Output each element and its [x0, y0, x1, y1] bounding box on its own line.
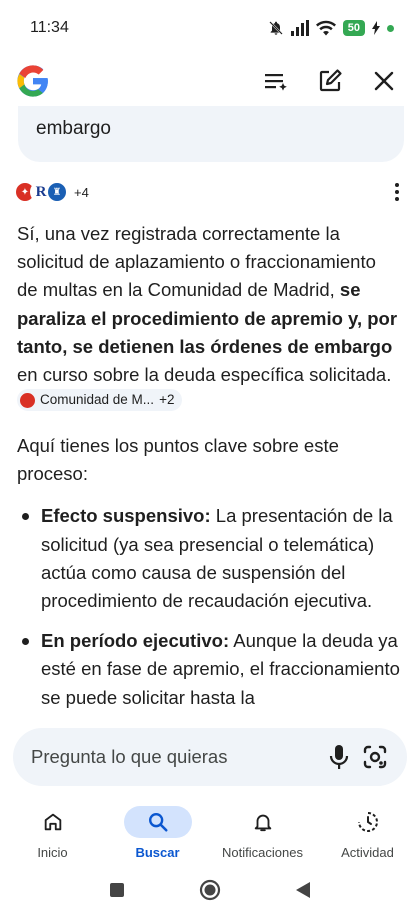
- conversation-area[interactable]: [0, 106, 420, 720]
- history-icon: [263, 68, 289, 94]
- battery-icon: 50: [343, 20, 365, 36]
- list-item: [17, 502, 401, 615]
- answer-text: en curso sobre la deuda específica solicitada.: [17, 364, 392, 386]
- close-button[interactable]: [368, 65, 400, 97]
- source-chip[interactable]: [17, 389, 182, 411]
- query-text-line2: embargo: [36, 118, 111, 139]
- nav-pill: [334, 806, 402, 838]
- edit-icon: [318, 69, 342, 93]
- google-g-logo: [16, 64, 50, 98]
- bell-off-icon: [268, 20, 284, 36]
- nav-label: Inicio: [37, 845, 68, 860]
- lens-camera-icon: [362, 744, 388, 770]
- history-button[interactable]: [260, 65, 292, 97]
- signal-icon: [291, 20, 309, 36]
- nav-pill: [229, 806, 297, 838]
- madrid-city-favicon: ♜: [46, 181, 68, 203]
- home-button-icon[interactable]: [199, 879, 221, 901]
- bullet-text: La presentación de la solicitud (ya sea presencial o telemática) actúa como causa de suspensión del procedimiento de recaudación ejecutiva.: [41, 505, 393, 611]
- recents-icon[interactable]: [109, 882, 125, 898]
- comunidad-madrid-favicon: [20, 393, 35, 408]
- back-icon[interactable]: [295, 881, 311, 899]
- status-bar: [0, 0, 420, 56]
- ai-answer: [17, 220, 401, 724]
- source-chip-more: +2: [159, 392, 175, 408]
- close-icon: [373, 70, 395, 92]
- nav-label: Notificaciones: [222, 845, 303, 860]
- list-item: [17, 627, 401, 712]
- sources-more-count: +4: [74, 184, 89, 200]
- source-chip-label: Comunidad de M...: [40, 392, 155, 408]
- status-time: 11:34: [30, 19, 69, 36]
- bullet-heading: En período ejecutivo:: [41, 630, 230, 652]
- nav-item-actividad[interactable]: [315, 800, 420, 870]
- header-actions: [260, 65, 404, 97]
- status-icons: [268, 20, 394, 36]
- search-icon: [147, 811, 169, 833]
- sources-row[interactable]: [14, 180, 406, 204]
- nav-pill-active: [124, 806, 192, 838]
- prompt-input[interactable]: [31, 746, 321, 768]
- nav-item-inicio[interactable]: [0, 800, 105, 870]
- voice-button[interactable]: [321, 739, 357, 775]
- prompt-bar: [13, 728, 407, 786]
- comunidad-madrid-favicon: ✦: [14, 181, 36, 203]
- notification-dot: [387, 25, 394, 32]
- lens-button[interactable]: [357, 739, 393, 775]
- answer-bullets: [17, 502, 401, 711]
- more-options-icon[interactable]: [388, 183, 406, 201]
- answer-bold-text: se paraliza el procedimiento de apremio y, por tanto, se detienen las órdenes de embargo: [17, 279, 398, 357]
- answer-text: Sí, una vez registrada correctamente la solicitud de aplazamiento o fraccionamiento de multas en la Comunidad de Madrid,: [17, 223, 376, 301]
- bullet-heading: Efecto suspensivo:: [41, 505, 211, 527]
- nav-label: Buscar: [135, 845, 180, 860]
- nav-item-buscar[interactable]: [105, 800, 210, 870]
- answer-paragraph-2: Aquí tienes los puntos clave sobre este proceso:: [17, 434, 339, 485]
- nav-label: Actividad: [341, 845, 394, 860]
- nav-pill: [19, 806, 87, 838]
- bullet-text: Aunque la deuda ya esté en fase de apremio, el fraccionamiento se puede solicitar hasta la: [41, 630, 400, 708]
- mic-icon: [328, 744, 350, 770]
- activity-icon: [356, 810, 380, 834]
- home-icon: [42, 811, 64, 833]
- edit-button[interactable]: [314, 65, 346, 97]
- charging-icon: [372, 21, 380, 35]
- bottom-navigation: [0, 800, 420, 870]
- system-navigation: [0, 870, 420, 910]
- app-header: [0, 56, 420, 106]
- answer-paragraph-1: [17, 220, 401, 418]
- r-favicon: R: [30, 181, 52, 203]
- wifi-icon: [316, 20, 336, 36]
- nav-item-notificaciones[interactable]: [210, 800, 315, 870]
- bell-icon: [252, 811, 274, 833]
